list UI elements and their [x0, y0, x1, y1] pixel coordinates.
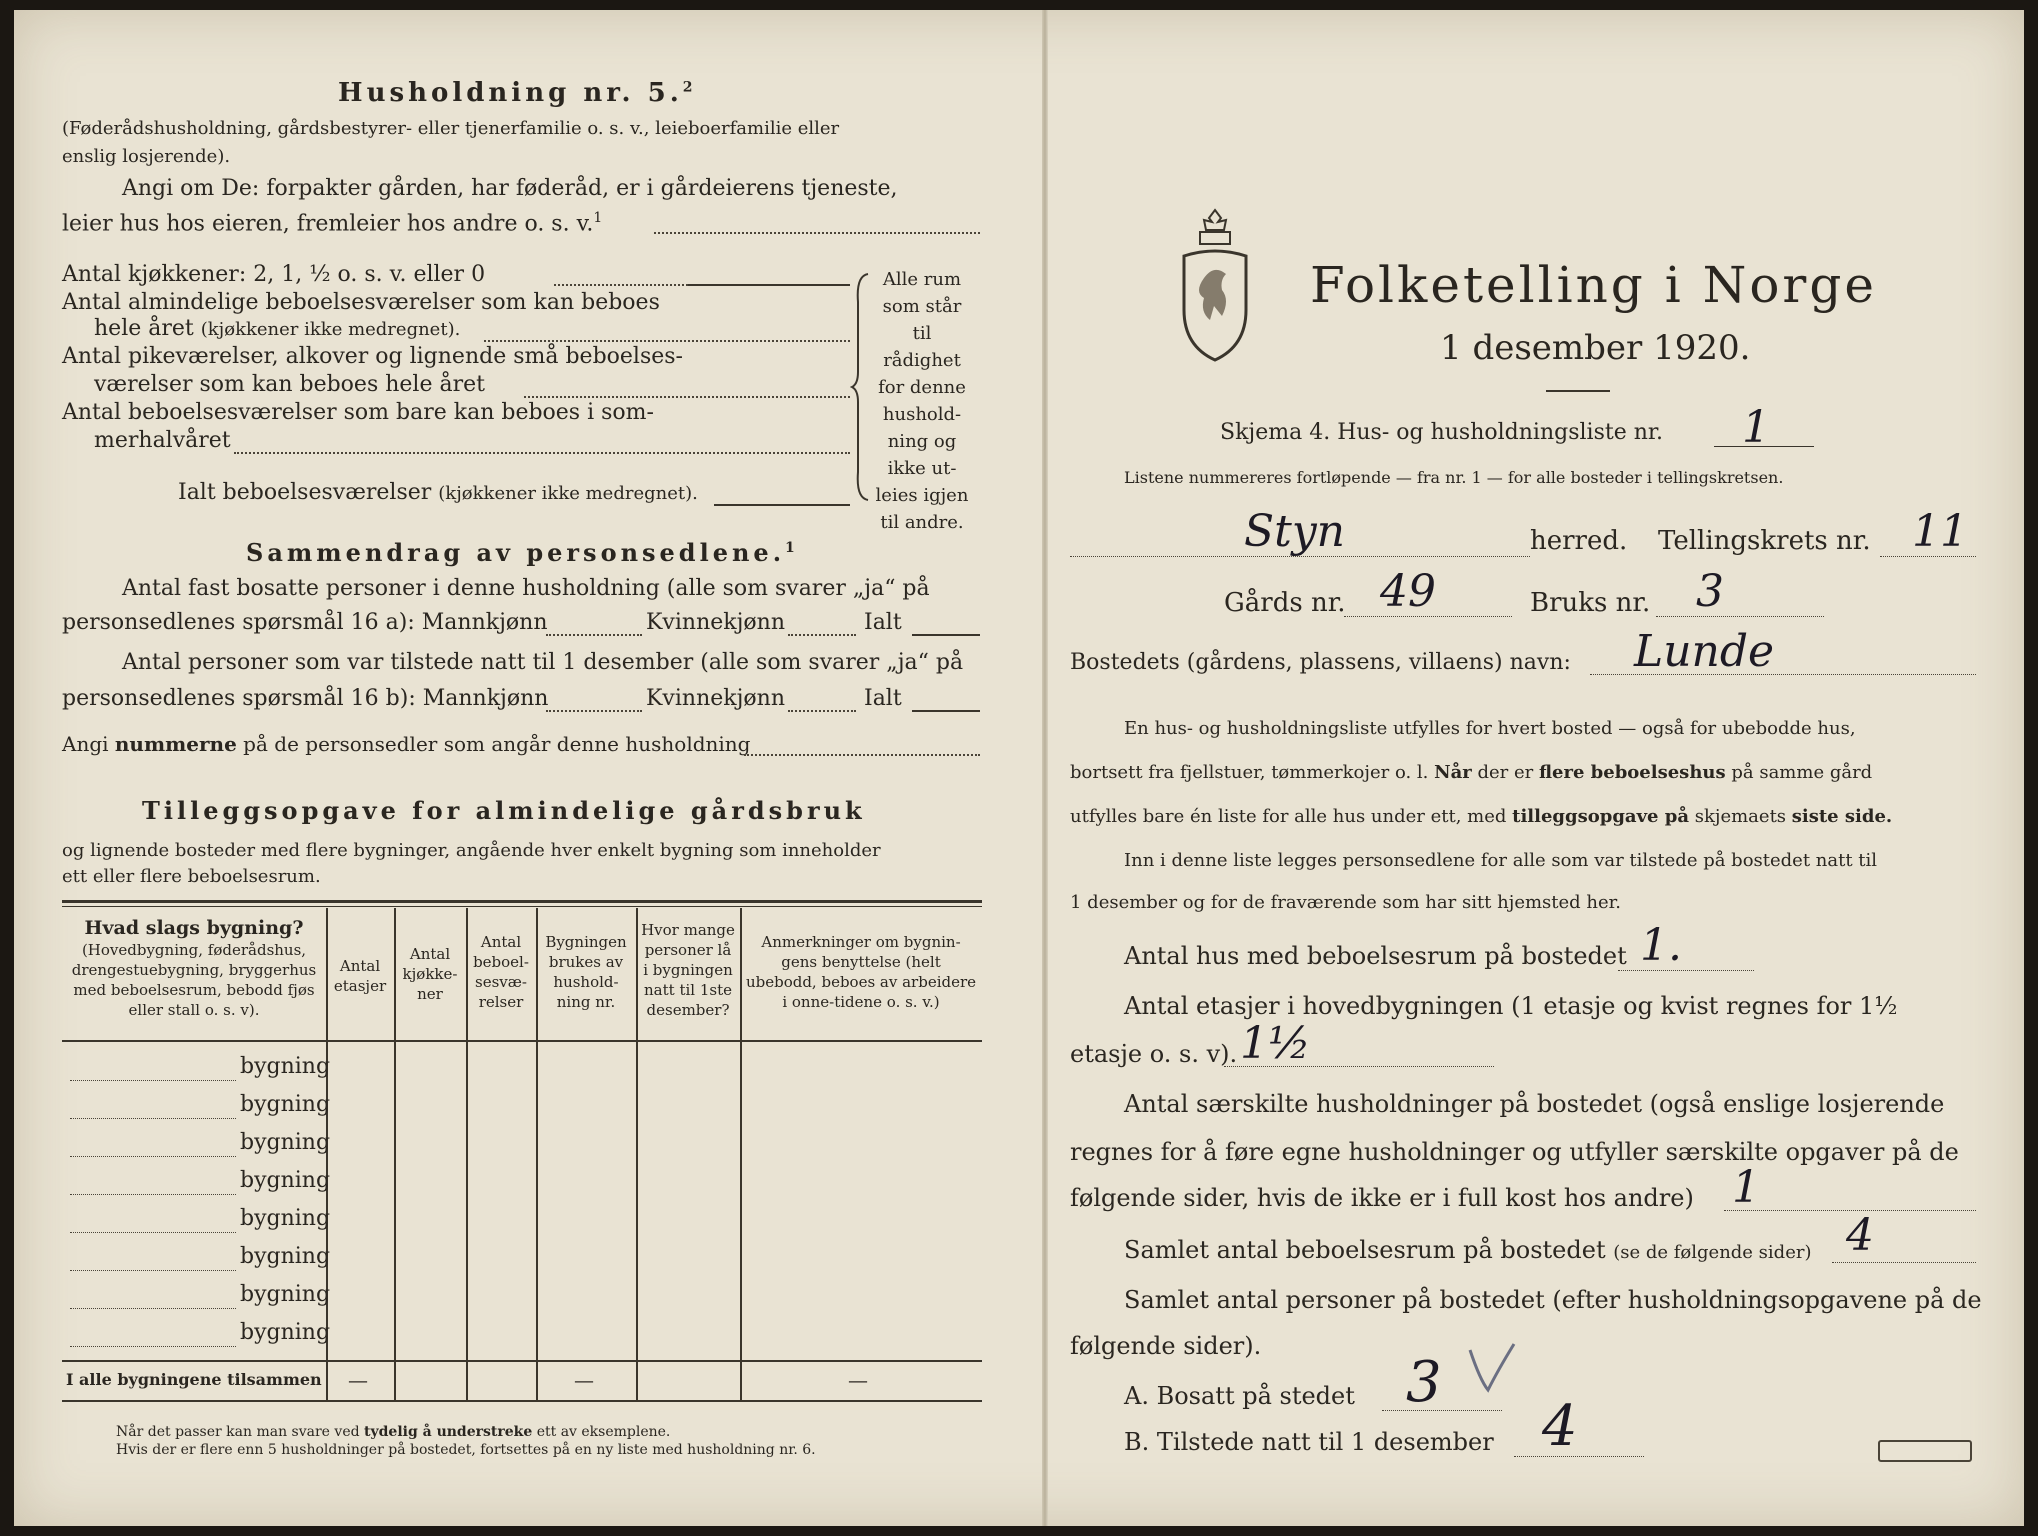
instruction-2: bortsett fra fjellstuer, tømmerkojer o. l. Når der er flere beboelseshus på samme gård — [1070, 762, 1873, 783]
total-remarks-dash: — — [848, 1368, 868, 1392]
col-building-type: Hvad slags bygning? (Hovedbygning, føderådshus, drengestuebygning, bryggerhus med beboelsesrum, bebodd fjøs eller stall o. s. v). — [71, 917, 317, 1019]
summary-title: Sammendrag av personsedlene.$^1$ — [246, 538, 799, 567]
small-rooms-answer-line — [524, 396, 850, 398]
household-title: Husholdning nr. 5.$^2$ — [338, 78, 697, 108]
q-floors-value: 1½ — [1240, 1018, 1311, 1069]
q-resident-line — [1382, 1410, 1502, 1411]
q-present-line — [1514, 1456, 1644, 1457]
col-persons: Hvor mange personer lå i bygningen natt til 1ste desember? — [641, 921, 735, 1019]
q-resident-label: A. Bosatt på stedet — [1124, 1382, 1355, 1410]
female-present-line — [788, 710, 856, 712]
household-subtitle-1: (Føderådshusholdning, gårdsbestyrer- eller tjenerfamilie o. s. v., leieboerfamilie eller — [62, 118, 840, 139]
table-row: bygning — [240, 1130, 331, 1155]
q-present-value: 4 — [1542, 1394, 1578, 1459]
q-houses-line — [1618, 970, 1754, 971]
summary-line-4: personsedlenes spørsmål 16 b): Mannkjønn — [62, 686, 549, 711]
q-households-value: 1 — [1732, 1162, 1760, 1213]
col-used-by: Bygningen brukes av hushold-ning nr. — [545, 933, 627, 1011]
total-used-dash: — — [574, 1368, 594, 1392]
bosted-value: Lunde — [1634, 626, 1775, 677]
q-households-label-2: regnes for å føre egne husholdninger og utfyller særskilte opgaver på de — [1070, 1138, 1959, 1166]
page-fold — [1042, 10, 1048, 1526]
total-floors-dash: — — [348, 1368, 368, 1392]
footnote-2: Hvis der er flere enn 5 husholdninger på bostedet, fortsettes på en ny liste med husholdning nr. 6. — [116, 1442, 816, 1458]
total-rooms-answer-line — [714, 504, 850, 506]
title-divider — [1546, 390, 1610, 392]
brace-icon — [850, 272, 874, 502]
q-houses-label: Antal hus med beboelsesrum på bostedet — [1124, 942, 1627, 970]
herred-value: Styn — [1244, 506, 1346, 557]
side-note: Alle rum som står til rådighet for denne hushold- ning og ikke ut- leies igjen til andre. — [875, 269, 969, 533]
col-rooms: Antal beboel-sesvæ-relser — [473, 933, 529, 1011]
tellingskrets-label: Tellingskrets nr. — [1658, 526, 1871, 556]
table-row: bygning — [240, 1282, 331, 1307]
rooms-label-2: hele året (kjøkkener ikke medregnet). — [94, 316, 461, 341]
skjema-label: Skjema 4. Hus- og husholdningsliste nr. — [1220, 420, 1663, 445]
male-present-line — [546, 710, 642, 712]
ialt-present-line — [912, 710, 980, 712]
instruction-4: Inn i denne liste legges personsedlene for alle som var tilstede på bostedet natt til — [1124, 850, 1878, 871]
angi-line-2: leier hus hos eieren, fremleier hos andre o. s. v.$^1$ — [62, 210, 603, 237]
male-answer-line — [546, 634, 642, 636]
table-row: bygning — [240, 1168, 331, 1193]
total-row-label: I alle bygningene tilsammen — [66, 1370, 322, 1389]
bosted-label: Bostedets (gårdens, plassens, villaens) navn: — [1070, 650, 1571, 675]
supplement-text-2: ett eller flere beboelsesrum. — [62, 866, 321, 887]
printer-stamp — [1878, 1440, 1972, 1462]
tellingskrets-value: 11 — [1912, 506, 1968, 557]
table-row: bygning — [240, 1320, 331, 1345]
female-label: Kvinnekjønn — [646, 610, 785, 635]
q-rooms-label: Samlet antal beboelsesrum på bostedet (se de følgende sider) — [1124, 1236, 1812, 1264]
kitchens-dots — [554, 284, 688, 286]
table-row: bygning — [240, 1054, 331, 1079]
summary-line-1: Antal fast bosatte personer i denne husholdning (alle som svarer „ja“ på — [122, 576, 930, 601]
angi-line-1: Angi om De: forpakter gården, har føderåd, er i gårdeierens tjeneste, — [122, 176, 898, 201]
form-date: 1 desember 1920. — [1440, 328, 1751, 368]
angi-nummerne: Angi nummerne på de personsedler som angår denne husholdning — [62, 732, 751, 756]
instruction-1: En hus- og husholdningsliste utfylles for hvert bosted — også for ubebodde hus, — [1124, 718, 1856, 739]
q-floors-label-2: etasje o. s. v). — [1070, 1040, 1238, 1068]
table-row: bygning — [240, 1092, 331, 1117]
q-persons-label-2: følgende sider). — [1070, 1332, 1262, 1360]
table-row: bygning — [240, 1244, 331, 1269]
household-subtitle-2: enslig losjerende). — [62, 146, 231, 167]
bruks-value: 3 — [1696, 566, 1724, 617]
q-households-label-1: Antal særskilte husholdninger på bostedet (også enslige losjerende — [1124, 1090, 1945, 1118]
q-houses-value: 1. — [1640, 920, 1682, 971]
q-persons-label-1: Samlet antal personer på bostedet (efter husholdningsopgavene på de — [1124, 1286, 1982, 1314]
listene-note: Listene nummereres fortløpende — fra nr. 1 — for alle bosteder i tellingskretsen. — [1124, 468, 1784, 487]
instruction-3: utfylles bare én liste for alle hus under ett, med tilleggsopgave på skjemaets siste side. — [1070, 806, 1893, 827]
q-households-label-3: følgende sider, hvis de ikke er i full kost hos andre) — [1070, 1184, 1694, 1212]
q-floors-label-1: Antal etasjer i hovedbygningen (1 etasje og kvist regnes for 1½ — [1124, 992, 1898, 1020]
angi-answer-line — [654, 232, 980, 234]
q-rooms-line — [1832, 1262, 1976, 1263]
col-floors: Antal etasjer — [333, 957, 387, 995]
rooms-answer-line — [484, 340, 850, 342]
nummerne-answer-line — [744, 754, 980, 756]
rooms-label-1: Antal almindelige beboelsesværelser som kan beboes — [62, 290, 660, 315]
total-rooms-label: Ialt beboelsesværelser (kjøkkener ikke medregnet). — [178, 480, 698, 505]
bruks-label: Bruks nr. — [1530, 588, 1651, 618]
summary-line-2: personsedlenes spørsmål 16 a): Mannkjønn — [62, 610, 548, 635]
summer-rooms-answer-line — [234, 452, 850, 454]
female-answer-line — [788, 634, 856, 636]
q-rooms-value: 4 — [1846, 1210, 1874, 1261]
kitchens-answer-line — [688, 284, 850, 286]
herred-label: herred. — [1530, 526, 1628, 556]
ialt-label: Ialt — [864, 610, 902, 635]
small-rooms-label-2: værelser som kan beboes hele året — [94, 372, 485, 397]
check-mark-icon — [1462, 1340, 1522, 1400]
coat-of-arms-icon — [1174, 206, 1256, 366]
table-row: bygning — [240, 1206, 331, 1231]
bruks-line — [1656, 616, 1824, 617]
kitchens-label: Antal kjøkkener: 2, 1, ½ o. s. v. eller 0 — [62, 262, 486, 287]
supplement-title: Tilleggsopgave for almindelige gårdsbruk — [142, 796, 866, 825]
col-remarks: Anmerkninger om bygnin-gens benyttelse (helt ubebodd, beboes av arbeidere i onne-tidene o. s. v.) — [745, 933, 977, 1011]
small-rooms-label-1: Antal pikeværelser, alkover og lignende små beboelses- — [62, 344, 683, 369]
summer-rooms-label-2: merhalvåret — [94, 428, 231, 453]
summary-line-3: Antal personer som var tilstede natt til 1 desember (alle som svarer „ja“ på — [122, 650, 964, 675]
gards-value: 49 — [1380, 566, 1436, 617]
female-present-label: Kvinnekjønn — [646, 686, 785, 711]
summer-rooms-label-1: Antal beboelsesværelser som bare kan beboes i som- — [62, 400, 654, 425]
instruction-5: 1 desember og for de fraværende som har sitt hjemsted her. — [1070, 892, 1621, 913]
form-title: Folketelling i Norge — [1310, 256, 1877, 314]
col-kitchens: Antal kjøkke-ner — [402, 945, 458, 1003]
supplement-text-1: og lignende bosteder med flere bygninger, angående hver enkelt bygning som inneholder — [62, 840, 881, 861]
q-present-label: B. Tilstede natt til 1 desember — [1124, 1428, 1494, 1456]
footnote-1: Når det passer kan man svare ved tydelig å understreke ett av eksemplene. — [116, 1424, 671, 1440]
ialt-answer-line — [912, 634, 980, 636]
census-form-sheet — [14, 10, 2024, 1526]
q-resident-value: 3 — [1406, 1350, 1442, 1415]
ialt-present-label: Ialt — [864, 686, 902, 711]
list-number-value: 1 — [1742, 402, 1770, 453]
gards-label: Gårds nr. — [1224, 588, 1346, 618]
